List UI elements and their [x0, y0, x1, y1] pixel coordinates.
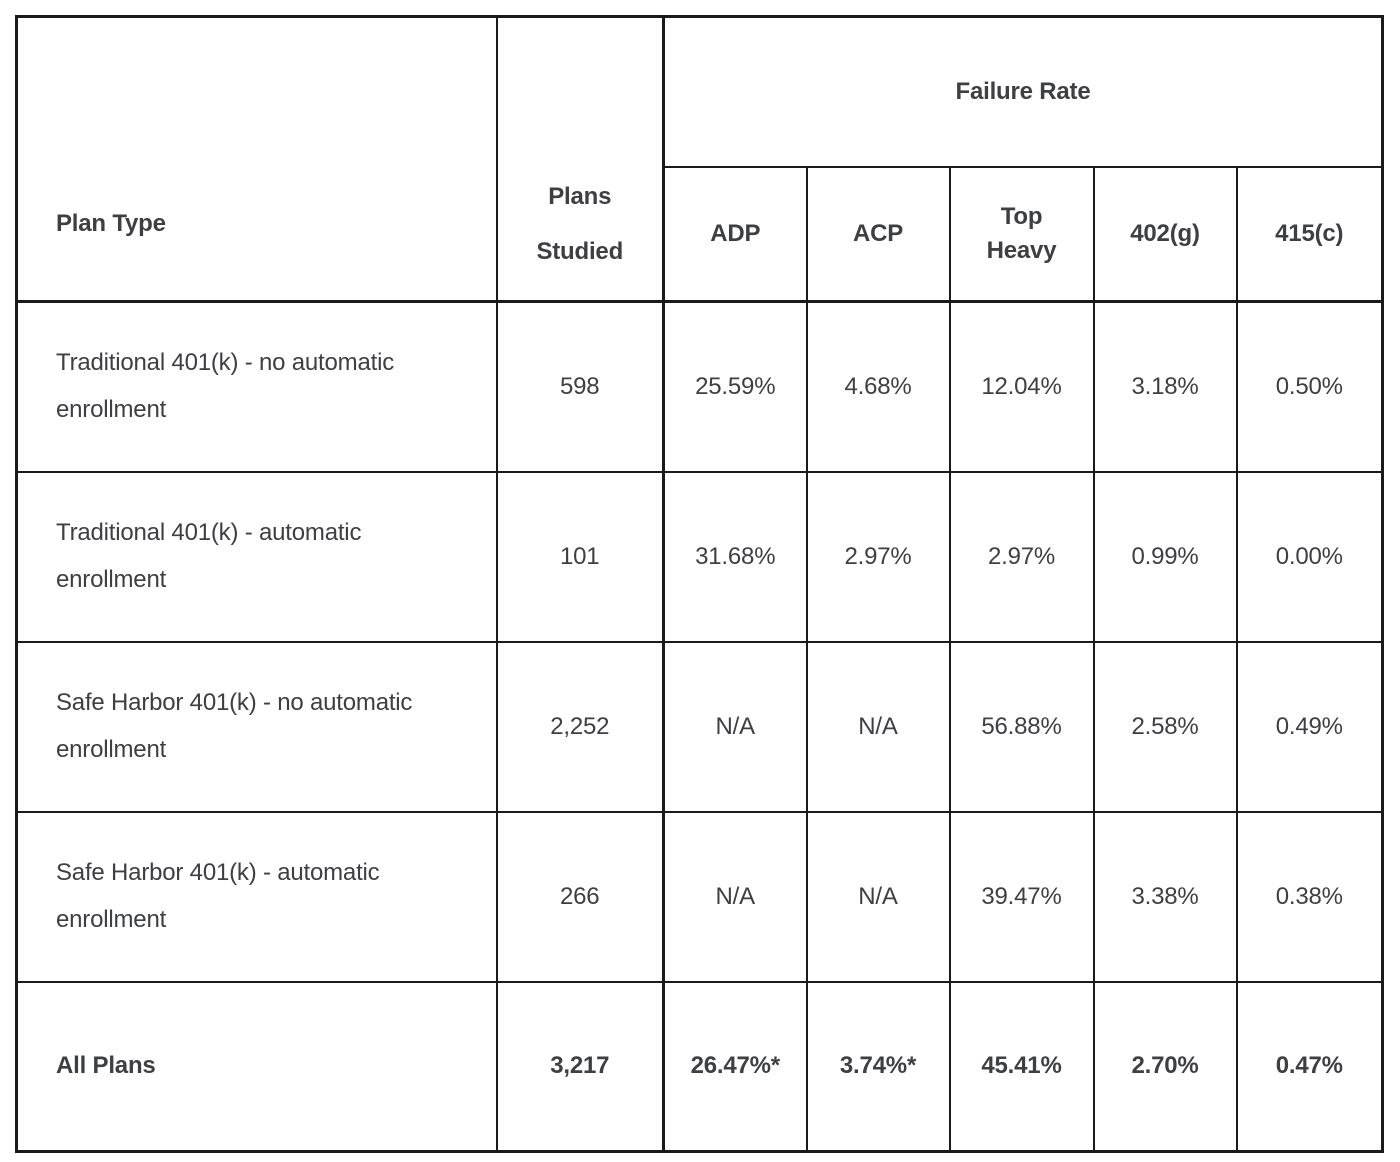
cell-adp: N/A: [664, 812, 807, 982]
failure-rate-table: [15, 15, 1384, 1153]
header-top-heavy: [950, 167, 1094, 302]
header-plans-studied-label: Plans Studied: [536, 182, 624, 265]
table-row-all-plans: [17, 982, 1383, 1152]
cell-plans-studied: 598: [497, 302, 664, 472]
cell-top-heavy: 39.47%: [950, 812, 1094, 982]
cell-plan-type: Safe Harbor 401(k) - automatic enrollment: [17, 812, 497, 982]
header-top-heavy-label: Top Heavy: [986, 203, 1057, 264]
cell-acp: 4.68%: [807, 302, 950, 472]
cell-415c: 0.00%: [1237, 472, 1383, 642]
header-402g: 402(g): [1094, 167, 1237, 302]
cell-top-heavy: 12.04%: [950, 302, 1094, 472]
header-failure-rate: Failure Rate: [664, 17, 1383, 167]
header-plans-studied: [497, 17, 664, 302]
cell-adp: 25.59%: [664, 302, 807, 472]
cell-402g: 3.18%: [1094, 302, 1237, 472]
cell-plan-type: All Plans: [17, 982, 497, 1152]
header-plan-type: Plan Type: [17, 17, 497, 302]
table-row-safe-harbor-no-auto: [17, 642, 1383, 812]
cell-acp: 3.74%*: [807, 982, 950, 1152]
cell-adp: N/A: [664, 642, 807, 812]
cell-acp: N/A: [807, 642, 950, 812]
cell-402g: 0.99%: [1094, 472, 1237, 642]
cell-plan-type: Safe Harbor 401(k) - no automatic enrollment: [17, 642, 497, 812]
cell-402g: 2.58%: [1094, 642, 1237, 812]
cell-acp: N/A: [807, 812, 950, 982]
cell-adp: 31.68%: [664, 472, 807, 642]
cell-adp: 26.47%*: [664, 982, 807, 1152]
cell-415c: 0.47%: [1237, 982, 1383, 1152]
header-415c: 415(c): [1237, 167, 1383, 302]
cell-top-heavy: 56.88%: [950, 642, 1094, 812]
cell-402g: 3.38%: [1094, 812, 1237, 982]
header-adp: ADP: [664, 167, 807, 302]
cell-top-heavy: 2.97%: [950, 472, 1094, 642]
cell-402g: 2.70%: [1094, 982, 1237, 1152]
cell-top-heavy: 45.41%: [950, 982, 1094, 1152]
header-acp: ACP: [807, 167, 950, 302]
table-row-safe-harbor-auto: [17, 812, 1383, 982]
table-row-traditional-auto: [17, 472, 1383, 642]
cell-plan-type: Traditional 401(k) - automatic enrollment: [17, 472, 497, 642]
cell-plans-studied: 101: [497, 472, 664, 642]
cell-415c: 0.49%: [1237, 642, 1383, 812]
cell-415c: 0.38%: [1237, 812, 1383, 982]
cell-plans-studied: 2,252: [497, 642, 664, 812]
cell-plans-studied: 266: [497, 812, 664, 982]
cell-plan-type: Traditional 401(k) - no automatic enrollment: [17, 302, 497, 472]
cell-plans-studied: 3,217: [497, 982, 664, 1152]
header-row-group: [17, 17, 1383, 167]
table-row-traditional-no-auto: [17, 302, 1383, 472]
cell-acp: 2.97%: [807, 472, 950, 642]
cell-415c: 0.50%: [1237, 302, 1383, 472]
